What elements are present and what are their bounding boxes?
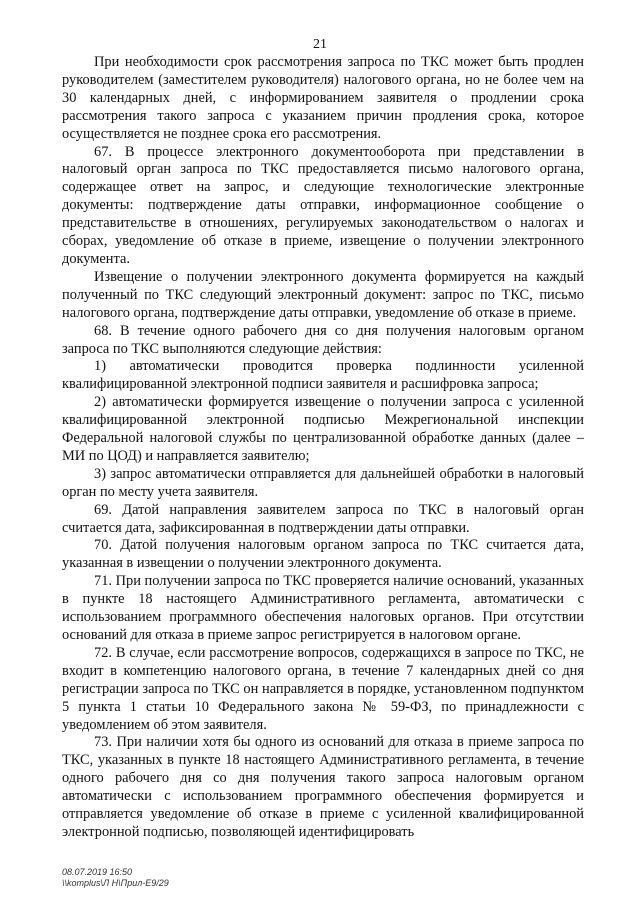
paragraph-68-item-1: 1) автоматически проводится проверка подлинности усиленной квалифицированной электронной подписи заявителя и расшифровка запроса;	[62, 358, 584, 393]
paragraph-extension-of-term: При необходимости срок рассмотрения запроса по ТКС может быть продлен руководителем (заместителем руководителя) налогового органа, но не более чем на 30 календарных дней, с информированием заявителя о продлении срока рассмотрения такого запроса с указанием причин продления срока, которое осуществляется не позднее срока его рассмотрения.	[62, 54, 584, 142]
paragraph-receipt-notice: Извещение о получении электронного документа формируется на каждый полученный по ТКС следующий электронный документ: запрос по ТКС, письмо налогового органа, подтверждение даты отправки, уведомление об отказе в приеме.	[62, 268, 584, 321]
page-number: 21	[313, 37, 327, 52]
paragraph-69: 69. Датой направления заявителем запроса по ТКС в налоговый орган считается дата, зафиксированная в подтверждении даты отправки.	[62, 501, 584, 536]
footer-timestamp: 08.07.2019 16:50	[62, 867, 133, 877]
document-body	[62, 54, 584, 842]
paragraph-72: 72. В случае, если рассмотрение вопросов, содержащихся в запросе по ТКС, не входит в компетенцию налогового органа, в течение 7 календарных дней со дня регистрации запроса по ТКС он направляется в порядке, установленном подпунктом 5 пункта 1 статьи 10 Федерального закона № 59-ФЗ, по принадлежности с уведомлением об этом заявителя.	[62, 644, 584, 733]
paragraph-71: 71. При получении запроса по ТКС проверяется наличие оснований, указанных в пункте 18 настоящего Административного регламента, автоматически с использованием программного обеспечения налоговых органов. При отсутствии оснований для отказа в приеме запрос регистрируется в налоговом органе.	[62, 573, 584, 643]
paragraph-70: 70. Датой получения налоговым органом запроса по ТКС считается дата, указанная в извещении о получении электронного документа.	[62, 537, 584, 572]
paragraph-73: 73. При наличии хотя бы одного из оснований для отказа в приеме запроса по ТКС, указанных в пункте 18 настоящего Административного регламента, в течение одного рабочего дня со дня получения такого запроса налоговым органом автоматически с использованием программного обеспечения формируется и отправляется уведомление об отказе в приеме с усиленной квалифицированной электронной подписью, позволяющей идентифицировать	[62, 734, 584, 840]
paragraph-68-item-3: 3) запрос автоматически отправляется для дальнейшей обработки в налоговый орган по месту учета заявителя.	[62, 465, 584, 500]
paragraph-68-item-2: 2) автоматически формируется извещение о получении запроса с усиленной квалифицированной электронной подписью Межрегиональной инспекции Федеральной налоговой службы по централизованной обработке данных (далее – МИ по ЦОД) и направляется заявителю;	[62, 394, 584, 464]
paragraph-67: 67. В процессе электронного документооборота при представлении в налоговый орган запроса по ТКС предоставляется письмо налогового органа, содержащее ответ на запрос, и следующие технологические электронные документы: подтверждение даты отправки, информационное сообщение о представительстве в отношениях, регулируемых законодательством о налогах и сборах, уведомление об отказе в приеме, извещение о получении электронного документа.	[62, 143, 584, 267]
paragraph-68: 68. В течение одного рабочего дня со дня получения налоговым органом запроса по ТКС выполняются следующие действия:	[62, 322, 584, 357]
document-footer	[62, 867, 169, 889]
footer-file-path: \\komplus\Л Н\Прил-Е9/29	[62, 878, 169, 888]
